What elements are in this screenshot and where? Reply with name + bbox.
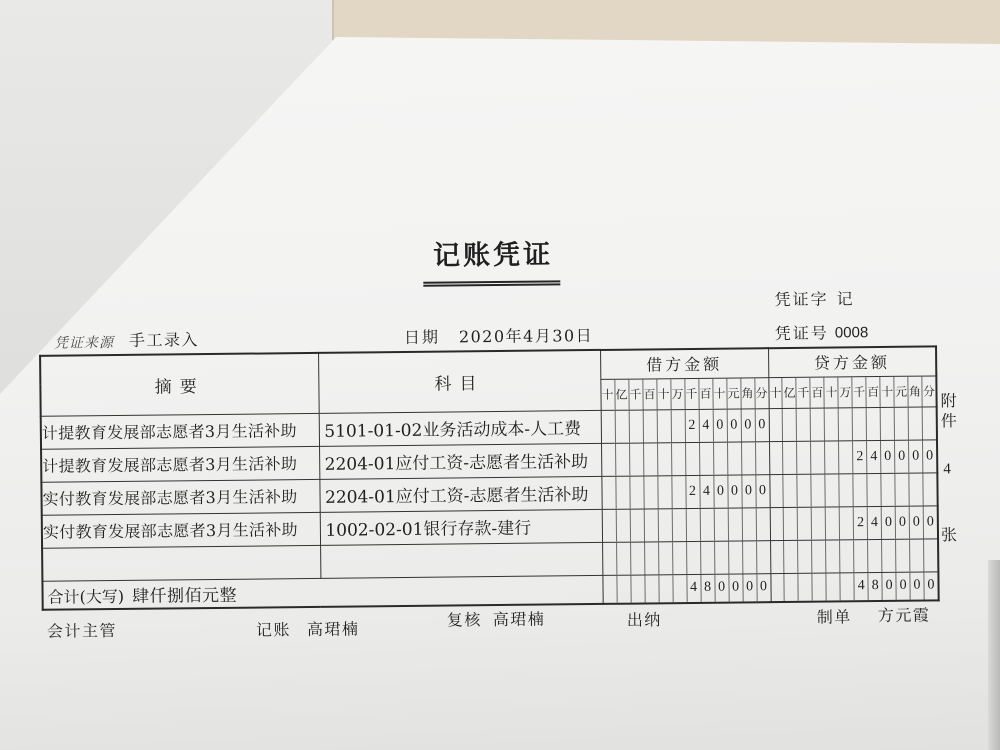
debit-digit-header-cell: [600, 377, 768, 410]
amount-digit: [909, 407, 923, 439]
amount-digit: [645, 542, 659, 574]
account-header: 科目: [318, 350, 601, 413]
digit-column-label: 百: [643, 379, 657, 409]
debit-amount: [601, 409, 768, 443]
amount-digit: [826, 507, 840, 539]
amount-digit: [742, 508, 756, 540]
amount-digit: [853, 408, 867, 440]
digit-column-label: 百: [699, 378, 713, 408]
amount-digit: [923, 473, 936, 505]
amount-digit: [881, 407, 895, 439]
total-debit-cell: [602, 573, 770, 603]
credit-digit-labels: [769, 376, 936, 408]
voucher-number: 0008: [834, 324, 869, 342]
credit-amount-cell: [770, 538, 938, 573]
amount-digit: 0: [729, 574, 743, 601]
voucher-table: [39, 345, 940, 610]
amount-digit: 0: [882, 506, 896, 538]
amount-digit: [895, 407, 909, 439]
debit-amount-cell: [601, 474, 769, 509]
amount-digit: [687, 541, 701, 573]
amount-digit: [643, 410, 657, 442]
amount-digit: [840, 507, 854, 539]
amount-digit: [715, 541, 729, 573]
amount-digit: [895, 473, 909, 505]
amount-digit: [631, 542, 645, 574]
amount-digit: [673, 575, 687, 602]
account-cell: [320, 542, 602, 578]
digit-column-label: 千: [797, 377, 811, 407]
digit-column-label: 万: [839, 377, 853, 407]
debit-amount: [602, 475, 769, 509]
amount-digit: [840, 540, 854, 572]
total-amount-in-words: 肆仟捌佰元整: [131, 585, 238, 607]
amount-digit: [827, 573, 841, 600]
cashier-label: 出纳: [626, 610, 662, 630]
amount-digit: [797, 408, 811, 440]
amount-digit: [881, 473, 895, 505]
amount-digit: [603, 575, 617, 602]
credit-amount-cell: [769, 472, 937, 507]
amount-digit: [714, 442, 728, 474]
amount-digit: [784, 474, 798, 506]
voucher-source: 手工录入: [128, 330, 200, 350]
digit-column-label: 千: [629, 379, 643, 409]
amount-digit: 0: [926, 513, 934, 530]
digit-column-label: 百: [867, 377, 881, 407]
amount-digit: 0: [896, 506, 910, 538]
summary-header: 摘要: [40, 353, 319, 416]
voucher-source-label: 凭证来源: [53, 335, 115, 352]
amount-digit: 2: [685, 409, 699, 441]
amount-digit: [839, 408, 853, 440]
amount-digit: [785, 573, 799, 600]
amount-digit: [673, 542, 687, 574]
attachment-count: 4: [943, 461, 951, 478]
amount-digit: [811, 408, 825, 440]
amount-digit: [770, 508, 784, 540]
amount-digit: 4: [687, 574, 701, 601]
amount-digit: [672, 443, 686, 475]
amount-digit: [657, 410, 671, 442]
digit-column-label: 分: [755, 386, 768, 401]
debit-amount-cell: [601, 441, 769, 476]
summary-cell: 计提教育发展部志愿者3月生活补助: [41, 413, 319, 449]
amount-digit: [854, 540, 868, 572]
credit-digit-header-cell: [768, 375, 936, 408]
amount-digit: [841, 573, 855, 600]
amount-digit: [602, 443, 616, 475]
amount-digit: [659, 542, 673, 574]
amount-digit: 0: [926, 447, 934, 464]
amount-digit: [617, 575, 631, 602]
digit-column-label: 元: [894, 376, 908, 406]
total-credit-amount: [771, 572, 938, 601]
amount-digit: [602, 476, 616, 508]
voucher-document: [28, 225, 972, 660]
amount-digit: [672, 476, 686, 508]
amount-digit: [909, 473, 923, 505]
voucher-title: 记账凭证: [423, 238, 560, 286]
digit-column-label: 角: [741, 378, 755, 408]
amount-digit: 0: [758, 416, 766, 432]
amount-digit: [825, 408, 839, 440]
amount-digit: 0: [742, 475, 756, 507]
amount-digit: 0: [743, 574, 757, 601]
digit-column-label: 分: [922, 384, 936, 399]
amount-digit: [616, 476, 630, 508]
amount-digit: 0: [895, 440, 909, 472]
amount-digit: [714, 508, 728, 540]
amount-digit: 0: [759, 579, 768, 595]
amount-digit: [771, 574, 785, 601]
amount-digit: [729, 541, 743, 573]
summary-cell: [42, 545, 320, 581]
amount-digit: [798, 474, 812, 506]
summary-cell: 计提教育发展部志愿者3月生活补助: [41, 446, 319, 482]
voucher-number-label: 凭证号: [774, 323, 829, 344]
amount-digit: [924, 539, 937, 571]
credit-header: 贷方金额: [768, 346, 936, 377]
amount-digit: [923, 407, 936, 439]
amount-digit: [882, 539, 896, 571]
amount-digit: [742, 442, 756, 474]
digit-column-label: 千: [685, 378, 699, 408]
amount-digit: [645, 575, 659, 602]
preparer-name: 方元霞: [877, 605, 931, 626]
digit-column-label: 十: [880, 376, 894, 406]
total-credit-cell: [770, 571, 938, 601]
summary-cell: 实付教育发展部志愿者3月生活补助: [41, 479, 319, 515]
debit-amount: [602, 508, 769, 542]
amount-digit: [630, 443, 644, 475]
amount-digit: [783, 408, 797, 440]
amount-digit: [854, 474, 868, 506]
digit-column-label: 亿: [615, 379, 629, 409]
amount-digit: [671, 410, 685, 442]
amount-digit: [812, 540, 826, 572]
account-cell: 5101-01-02业务活动成本-人工费: [319, 410, 601, 446]
amount-digit: 2: [686, 475, 700, 507]
digit-column-label: 亿: [783, 377, 797, 407]
account-cell: 1002-02-01银行存款-建行: [320, 509, 602, 545]
amount-digit: [812, 507, 826, 539]
amount-digit: 4: [867, 441, 881, 473]
attachment-unit: 张: [940, 525, 958, 545]
amount-digit: [784, 540, 798, 572]
amount-digit: [910, 539, 924, 571]
digit-column-label: 十: [657, 379, 671, 409]
credit-amount: [770, 473, 937, 507]
amount-digit: [631, 575, 645, 602]
account-cell: 2204-01应付工资-志愿者生活补助: [319, 476, 601, 512]
amount-digit: [701, 541, 715, 573]
amount-digit: [797, 441, 811, 473]
amount-digit: [769, 409, 783, 441]
voucher-date-label: 日期: [403, 327, 441, 348]
amount-digit: [658, 476, 672, 508]
amount-digit: 4: [855, 573, 869, 600]
digit-column-label: 角: [908, 376, 922, 406]
amount-digit: [770, 442, 784, 474]
voucher-word: 记: [836, 289, 853, 309]
amount-digit: [686, 442, 700, 474]
credit-amount-cell: [770, 505, 938, 540]
amount-digit: [728, 508, 742, 540]
total-debit-amount: [603, 574, 770, 603]
credit-amount: [771, 539, 938, 573]
amount-digit: [700, 508, 714, 540]
credit-amount-cell: [769, 406, 937, 441]
amount-digit: 0: [714, 475, 728, 507]
amount-digit: [603, 542, 617, 574]
digit-column-label: 百: [811, 377, 825, 407]
amount-digit: [686, 508, 700, 540]
summary-cell: 实付教育发展部志愿者3月生活补助: [42, 512, 320, 548]
amount-digit: 0: [909, 440, 923, 472]
amount-digit: [839, 441, 853, 473]
amount-digit: 2: [854, 507, 868, 539]
amount-digit: 0: [758, 482, 767, 498]
debit-header: 借方金额: [600, 348, 768, 379]
preparer-label: 制单: [816, 607, 852, 627]
amount-digit: 0: [881, 440, 895, 472]
amount-digit: [784, 507, 798, 539]
amount-digit: 0: [715, 574, 729, 601]
amount-digit: [658, 443, 672, 475]
voucher-date: 2020年4月30日: [458, 326, 594, 347]
amount-digit: [783, 441, 797, 473]
debit-amount: [602, 442, 769, 476]
amount-digit: [813, 573, 827, 600]
amount-digit: 4: [699, 409, 713, 441]
amount-digit: 0: [896, 572, 910, 599]
amount-digit: [868, 540, 882, 572]
credit-amount: [770, 506, 937, 540]
attachment-label: 附件: [940, 391, 957, 431]
amount-digit: [644, 509, 658, 541]
bookkeeper-label: 记账: [255, 620, 292, 640]
amount-digit: [798, 507, 812, 539]
amount-digit: [602, 509, 616, 541]
amount-digit: [659, 575, 673, 602]
credit-amount: [769, 407, 936, 441]
amount-digit: 0: [741, 409, 755, 441]
amount-digit: [798, 540, 812, 572]
paper-edge: [988, 560, 1000, 750]
amount-digit: [868, 474, 882, 506]
digit-column-label: 十: [769, 378, 783, 408]
reviewer-label: 复核: [446, 610, 482, 630]
amount-digit: [658, 509, 672, 541]
amount-digit: [728, 442, 742, 474]
amount-digit: [867, 408, 881, 440]
debit-amount-cell: [602, 540, 770, 575]
credit-amount-cell: [769, 439, 937, 474]
supervisor-label: 会计主管: [46, 621, 118, 641]
amount-digit: 0: [910, 506, 924, 538]
amount-digit: [811, 441, 825, 473]
amount-digit: [601, 410, 615, 442]
amount-digit: [615, 410, 629, 442]
amount-digit: [700, 442, 714, 474]
credit-amount: [770, 440, 937, 474]
amount-digit: 0: [728, 475, 742, 507]
amount-digit: 8: [701, 574, 715, 601]
amount-digit: [743, 541, 757, 573]
amount-digit: [629, 410, 643, 442]
debit-amount-cell: [602, 507, 770, 542]
debit-amount: [603, 541, 770, 575]
amount-digit: [771, 541, 785, 573]
amount-digit: 0: [910, 572, 924, 599]
amount-digit: [826, 540, 840, 572]
digit-column-label: 万: [671, 379, 685, 409]
reviewer-name: 高珺楠: [492, 609, 546, 630]
amount-digit: [825, 441, 839, 473]
total-label: 合计(大写): [47, 586, 125, 607]
amount-digit: [616, 509, 630, 541]
amount-digit: [644, 443, 658, 475]
amount-digit: [630, 509, 644, 541]
amount-digit: [840, 474, 854, 506]
amount-digit: 0: [713, 409, 727, 441]
amount-digit: [644, 476, 658, 508]
amount-digit: [630, 476, 644, 508]
digit-column-label: 十: [601, 379, 615, 409]
amount-digit: [799, 573, 813, 600]
voucher-word-label: 凭证字: [774, 289, 829, 310]
digit-column-label: 十: [713, 378, 727, 408]
amount-digit: 2: [853, 441, 867, 473]
amount-digit: [757, 541, 770, 573]
amount-digit: 8: [869, 573, 883, 600]
debit-amount-cell: [601, 408, 769, 443]
account-cell: 2204-01应付工资-志愿者生活补助: [319, 443, 601, 479]
amount-digit: [616, 443, 630, 475]
amount-digit: 0: [927, 577, 935, 593]
amount-digit: [896, 539, 910, 571]
digit-column-label: 元: [727, 378, 741, 408]
amount-digit: 0: [883, 572, 897, 599]
digit-column-label: 十: [825, 377, 839, 407]
amount-digit: 4: [700, 475, 714, 507]
digit-column-label: 千: [853, 377, 867, 407]
amount-digit: [617, 542, 631, 574]
amount-digit: [812, 474, 826, 506]
amount-digit: [756, 508, 769, 540]
amount-digit: [826, 474, 840, 506]
debit-digit-labels: [601, 378, 768, 410]
bookkeeper-name: 高珺楠: [306, 619, 360, 640]
total-label-cell: [42, 575, 602, 609]
amount-digit: [770, 475, 784, 507]
amount-digit: 0: [727, 409, 741, 441]
amount-digit: 4: [868, 507, 882, 539]
amount-digit: [672, 509, 686, 541]
amount-digit: [756, 442, 769, 474]
